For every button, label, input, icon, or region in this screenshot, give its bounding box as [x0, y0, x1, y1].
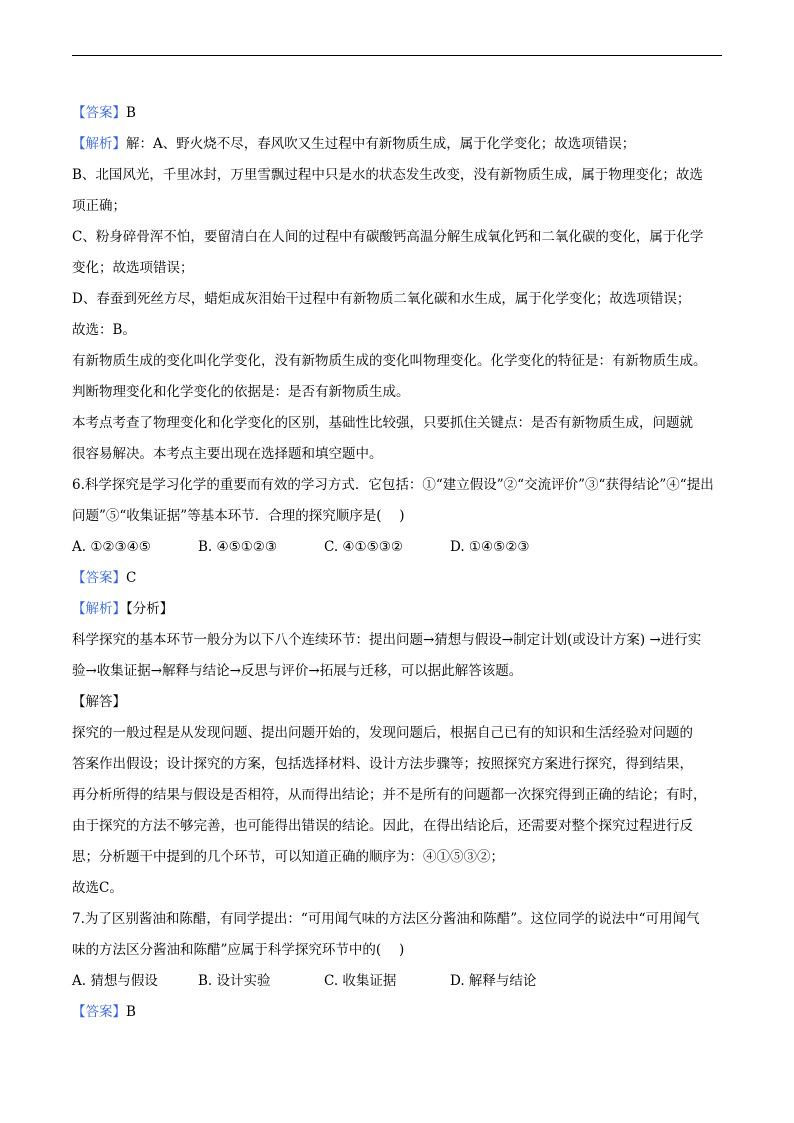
- q6-analysis-line: 故选C。: [72, 880, 123, 896]
- analysis-tag: 【解析】: [72, 136, 126, 152]
- q6-analysis-first: [72, 594, 724, 625]
- q6-stem-line: 问题”⑤“收集证据”等基本环节．合理的探究顺序是( ): [72, 508, 405, 524]
- answer-tag: 【答案】: [72, 570, 126, 586]
- q6-analysis-line: 思；分析题干中提到的几个环节，可以知道正确的顺序为：④①⑤③②；: [72, 849, 504, 865]
- answer-tag: 【答案】: [72, 105, 126, 121]
- q5-answer: [72, 98, 724, 129]
- q6-analysis-line: 由于探究的方法不够完善，也可能得出错误的结论。因此，在得出结论后，还需要对整个探究过程进行反: [72, 818, 693, 834]
- q5-analysis-line: 项正确；: [72, 198, 126, 214]
- q5-analysis-line: C、粉身碎骨浑不怕，要留清白在人间的过程中有碳酸钙高温分解生成氧化钙和二氧化碳的变化，属于化学: [72, 229, 704, 245]
- q7-options: [72, 966, 724, 997]
- q5-answer-value: B: [126, 105, 136, 121]
- answer-tag: 【答案】: [72, 1004, 126, 1020]
- q6-analysis-line: 验→收集证据→解释与结论→反思与评价→拓展与迁移，可以据此解答该题。: [72, 663, 523, 679]
- q6-analysis-line: 【解答】: [72, 694, 126, 710]
- q5-analysis-line: 本考点考查了物理变化和化学变化的区别，基础性比较强，只要抓住关键点：是否有新物质生成，问题就: [72, 415, 693, 431]
- q6-analysis-line: 探究的一般过程是从发现问题、提出问题开始的，发现问题后，根据自己已有的知识和生活经验对问题的: [72, 725, 693, 741]
- q6-analysis-line: 科学探究的基本环节一般分为以下八个连续环节：提出问题→猜想与假设→制定计划(或设计方案) →进行实: [72, 632, 702, 648]
- q6-stem-line: 6.科学探究是学习化学的重要而有效的学习方式．它包括：①“建立假设”②“交流评价”③“获得结论”④“提出: [72, 477, 714, 493]
- q7-option-d: D. 解释与结论: [450, 973, 537, 989]
- q6-analysis-heading: 【分析】: [126, 601, 174, 617]
- q5-analysis-line: 变化；故选项错误；: [72, 260, 194, 276]
- q6-analysis-line: 再分析所得的结果与假设是否相符，从而得出结论；并不是所有的问题都一次探究得到正确的结论；有时，: [72, 787, 707, 803]
- q6-options: [72, 532, 724, 563]
- q6-option-c: C. ④①⑤③②: [324, 539, 403, 555]
- q5-analysis-first: [72, 129, 724, 160]
- q7-option-a: A. 猜想与假设: [72, 973, 158, 989]
- header-rule: [72, 55, 722, 56]
- q5-analysis-text: 解：A、野火烧不尽，春风吹又生过程中有新物质生成，属于化学变化；故选项错误；: [126, 136, 636, 152]
- q5-analysis-line: B、北国风光，千里冰封，万里雪飘过程中只是水的状态发生改变，没有新物质生成，属于物理变化；故选: [72, 167, 703, 183]
- q5-analysis-line: 很容易解决。本考点主要出现在选择题和填空题中。: [72, 446, 383, 462]
- analysis-tag: 【解析】: [72, 601, 126, 617]
- q7-option-c: C. 收集证据: [324, 973, 397, 989]
- q6-option-b: B. ④⑤①②③: [198, 539, 278, 555]
- q6-answer-value: C: [126, 570, 137, 586]
- q5-analysis-line: 故选：B。: [72, 322, 136, 338]
- q5-analysis-line: 有新物质生成的变化叫化学变化，没有新物质生成的变化叫物理变化。化学变化的特征是：有新物质生成。: [72, 353, 707, 369]
- q6-option-d: D. ①④⑤②③: [450, 539, 530, 555]
- q7-stem-line: 味的方法区分酱油和陈醋”应属于科学探究环节中的( ): [72, 942, 405, 958]
- q7-answer-value: B: [126, 1004, 136, 1020]
- q5-analysis-line: 判断物理变化和化学变化的依据是：是否有新物质生成。: [72, 384, 410, 400]
- q7-answer: [72, 997, 724, 1028]
- q5-analysis-line: D、春蚕到死丝方尽，蜡炬成灰泪始干过程中有新物质二氧化碳和水生成，属于化学变化；故选项错误；: [72, 291, 691, 307]
- q7-option-b: B. 设计实验: [198, 973, 271, 989]
- q6-answer: [72, 563, 724, 594]
- q6-option-a: A. ①②③④⑤: [72, 539, 151, 555]
- q6-analysis-line: 答案作出假设；设计探究的方案，包括选择材料、设计方法步骤等；按照探究方案进行探究，得到结果，: [72, 756, 693, 772]
- document-body: [72, 98, 724, 1028]
- q7-stem-line: 7.为了区别酱油和陈醋，有同学提出：“可用闻气味的方法区分酱油和陈醋”。这位同学的说法中“可用闻气: [72, 911, 700, 927]
